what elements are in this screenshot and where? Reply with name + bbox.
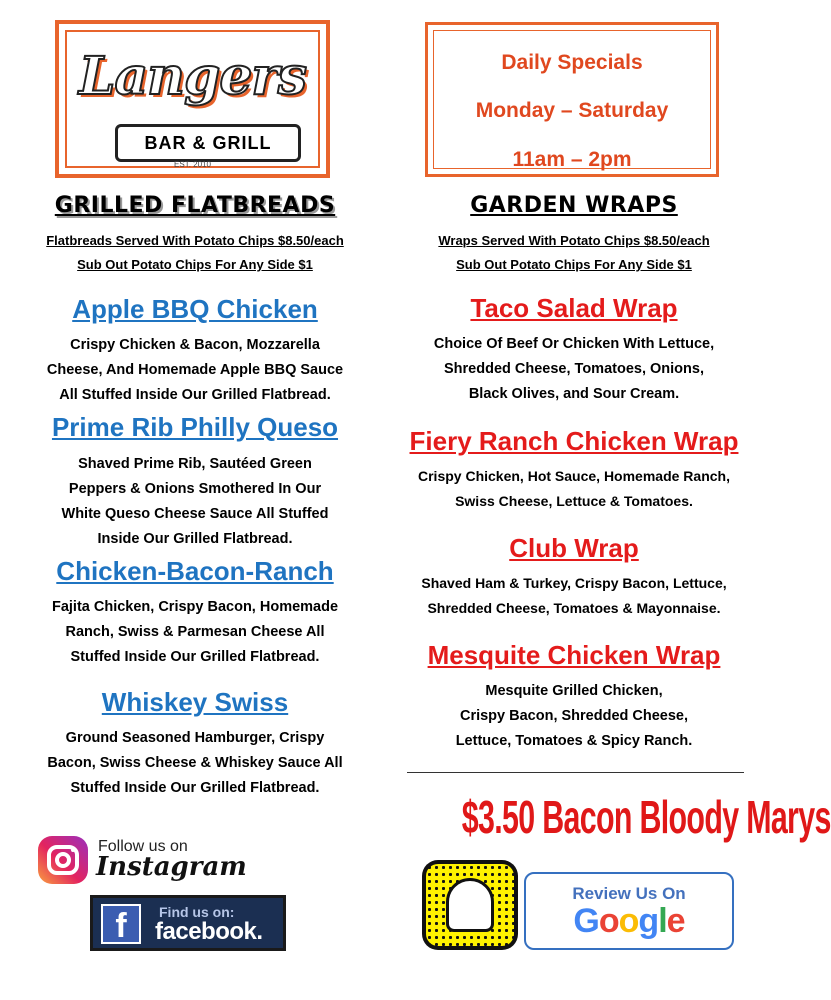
google-letter: g xyxy=(638,902,659,940)
instagram-icon-dot xyxy=(71,848,75,852)
bloody-mary-promo: $3.50 Bacon Bloody Marys xyxy=(461,791,831,843)
description-line: White Queso Cheese Sauce All Stuffed xyxy=(61,506,329,522)
instagram-follow-text[interactable]: Follow us on xyxy=(98,838,188,855)
facebook-icon: f xyxy=(101,904,141,944)
item-name-mesquite-chicken-wrap: Mesquite Chicken Wrap xyxy=(427,640,721,670)
snapchat-ghost-icon xyxy=(446,878,494,932)
review-us-text: Review Us On xyxy=(572,884,686,903)
item-description xyxy=(404,571,744,621)
wraps-title: GARDEN WRAPS xyxy=(470,193,678,218)
flatbreads-title: GRILLED FLATBREADS xyxy=(54,193,336,218)
description-line: Inside Our Grilled Flatbread. xyxy=(97,531,293,547)
description-line: Shaved Ham & Turkey, Crispy Bacon, Lettuce, xyxy=(421,575,727,591)
description-line: All Stuffed Inside Our Grilled Flatbread. xyxy=(59,387,331,403)
flatbreads-side-note: Sub Out Potato Chips For Any Side $1 xyxy=(77,257,313,272)
item-name-prime-rib-philly-queso: Prime Rib Philly Queso xyxy=(51,412,339,442)
item-name-whiskey-swiss: Whiskey Swiss xyxy=(101,687,289,717)
description-line: Crispy Chicken & Bacon, Mozzarella xyxy=(70,337,320,353)
google-review-button[interactable] xyxy=(524,872,734,950)
logo-banner: BAR & GRILL xyxy=(115,124,301,162)
wraps-column xyxy=(404,0,831,1000)
google-wordmark xyxy=(526,902,732,941)
item-description xyxy=(20,726,370,801)
item-name-chicken-bacon-ranch: Chicken-Bacon-Ranch xyxy=(56,556,334,586)
description-line: Lettuce, Tomatoes & Spicy Ranch. xyxy=(455,733,693,749)
item-description xyxy=(20,333,370,408)
instagram-icon-lens xyxy=(55,852,71,868)
description-line: Peppers & Onions Smothered In Our xyxy=(68,481,322,497)
description-line: Shredded Cheese, Tomatoes, Onions, xyxy=(444,361,704,377)
facebook-find-text: Find us on: xyxy=(159,904,235,920)
description-line: Shredded Cheese, Tomatoes & Mayonnaise. xyxy=(427,600,721,616)
instagram-wordmark[interactable]: Instagram xyxy=(96,852,247,882)
flatbreads-price-note: Flatbreads Served With Potato Chips $8.50/each xyxy=(46,233,344,248)
description-line: Crispy Chicken, Hot Sauce, Homemade Ranch, xyxy=(418,468,730,484)
item-description xyxy=(404,679,744,754)
facebook-button[interactable] xyxy=(90,895,286,951)
description-line: Black Olives, and Sour Cream. xyxy=(468,386,680,402)
google-letter: o xyxy=(618,902,639,940)
google-letter: e xyxy=(666,902,685,940)
item-description xyxy=(404,332,744,407)
snapchat-snapcode-icon[interactable] xyxy=(422,860,518,950)
wraps-side-note: Sub Out Potato Chips For Any Side $1 xyxy=(456,257,692,272)
description-line: Ground Seasoned Hamburger, Crispy xyxy=(65,730,325,746)
specials-hours: 11am – 2pm xyxy=(512,148,632,171)
description-line: Swiss Cheese, Lettuce & Tomatoes. xyxy=(455,493,693,509)
logo-established: EST. 2010 xyxy=(174,160,211,169)
item-name-taco-salad-wrap: Taco Salad Wrap xyxy=(470,293,678,323)
item-description xyxy=(20,595,370,670)
item-description xyxy=(20,452,370,552)
description-line: Fajita Chicken, Crispy Bacon, Homemade xyxy=(51,599,339,615)
google-letter: l xyxy=(658,902,667,940)
instagram-icon[interactable] xyxy=(38,836,88,884)
description-line: Mesquite Grilled Chicken, xyxy=(485,683,663,699)
item-name-club-wrap: Club Wrap xyxy=(509,533,639,563)
item-name-apple-bbq-chicken: Apple BBQ Chicken xyxy=(72,294,318,324)
description-line: Shaved Prime Rib, Sautéed Green xyxy=(78,456,312,472)
description-line: Cheese, And Homemade Apple BBQ Sauce xyxy=(46,362,344,378)
item-description xyxy=(404,464,744,514)
description-line: Crispy Bacon, Shredded Cheese, xyxy=(459,708,689,724)
description-line: Bacon, Swiss Cheese & Whiskey Sauce All xyxy=(47,755,343,771)
google-letter: G xyxy=(573,902,599,940)
specials-days: Monday – Saturday xyxy=(475,99,669,122)
item-name-fiery-ranch-chicken-wrap: Fiery Ranch Chicken Wrap xyxy=(409,426,739,456)
description-line: Stuffed Inside Our Grilled Flatbread. xyxy=(70,780,320,796)
specials-heading: Daily Specials xyxy=(501,51,643,74)
facebook-wordmark: facebook. xyxy=(155,918,263,945)
wraps-price-note: Wraps Served With Potato Chips $8.50/each xyxy=(438,233,710,248)
description-line: Ranch, Swiss & Parmesan Cheese All xyxy=(65,624,325,640)
description-line: Choice Of Beef Or Chicken With Lettuce, xyxy=(433,336,715,352)
google-letter: o xyxy=(598,902,619,940)
description-line: Stuffed Inside Our Grilled Flatbread. xyxy=(70,649,320,665)
logo-script-text: Langers xyxy=(78,46,307,107)
section-divider xyxy=(407,772,744,773)
